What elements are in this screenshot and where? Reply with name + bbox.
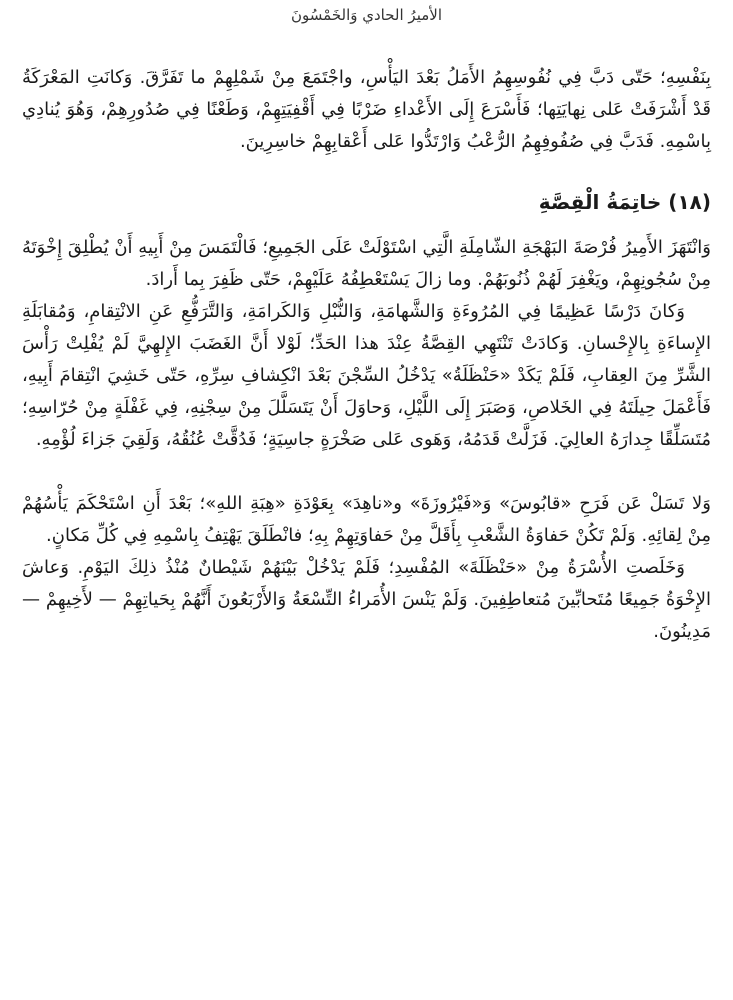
section-paragraph-1: وَانْتَهَزَ الأَمِيرُ فُرْصَةَ البَهْجَةِ الشّامِلَةِ الَّتِي اسْتَوْلَتْ عَلَى الجَمِيعِ؛ فَالْتَمَسَ مِنْ أَبِيهِ أَنْ يُطْلِقَ إِخْوَتَهُ مِنْ سُجُونِهِمْ، ويَغْفِرَ لَهُمْ ذُنُوبَهُمْ. وما زالَ يَسْتَعْطِفُهُ عَلَيْهِمْ، حَتّى ظَفِرَ بِما أَرادَ. [22, 237, 711, 290]
running-head: الأميرُ الحادي وَالخَمْسُونَ [291, 6, 442, 24]
paragraph-continuation: بِنَفْسِهِ؛ حَتّى دَبَّ فِي نُفُوسِهِمُ الأَمَلُ بَعْدَ اليَأْسِ، واجْتَمَعَ مِنْ شَمْلِهِمْ ما تَفَرَّقَ. وَكانَتِ المَعْرَكَةُ قَدْ أَشْرَفَتْ عَلى نِهايَتِها؛ فَأَسْرَعَ إِلَى الأَعْداءِ ضَرْبًا فِي أَقْفِيَتِهِمْ، وَطَعْنًا فِي صُدُورِهِمْ، وَهُوَ يُنادِي بِاسْمِهِ. فَدَبَّ فِي صُفُوفِهِمُ الرُّعْبُ وَارْتَدُّوا عَلى أَعْقابِهِمْ خاسِرِينَ. [22, 67, 711, 152]
paragraph-gap [22, 456, 711, 488]
page-body [22, 62, 711, 648]
section-paragraph-2: وَكانَ دَرْسًا عَظِيمًا فِي المُرُوءَةِ وَالشَّهامَةِ، وَالنُّبْلِ وَالكَرامَةِ، وَالتَّرَفُّعِ عَنِ الانْتِقامِ، وَمُقابَلَةِ الإِساءَةِ بِالإِحْسانِ. وَكادَتْ تَنْتَهِي القِصَّةُ عِنْدَ هذا الحَدِّ؛ لَوْلا أَنَّ الغَضَبَ الإِلهِيَّ لَمْ يُفْلِتْ رَأْسَ الشَّرِّ مِنَ العِقابِ، فَلَمْ يَكَدْ «حَنْظَلَةُ» يَدْخُلُ السِّجْنَ بَعْدَ انْكِشافِ سِرِّهِ، حَتّى خَشِيَ انْتِقامَ أَبِيهِ، فَأَعْمَلَ حِيلَتَهُ فِي الخَلاصِ، وَصَبَرَ إِلَى اللَّيْلِ، وَحاوَلَ أَنْ يَتَسَلَّلَ مِنْ سِجْنِهِ، فِي غَفْلَةٍ مِنْ حُرّاسِهِ؛ مُتَسَلِّقًا جِدارَهُ العالِيَ. فَزَلَّتْ قَدَمُهُ، وَهَوى عَلى صَخْرَةٍ جاسِيَةٍ؛ فَدُقَّتْ عُنُقُهُ، وَلَقِيَ جَزاءَ لُؤْمِهِ. [22, 301, 711, 450]
closing-paragraph-1: وَلا تَسَلْ عَن فَرَحِ «قابُوسَ» وَ«فَيْرُوزَةَ» و«ناهِدَ» بِعَوْدَةِ «هِبَةِ اللهِ»؛ بَعْدَ أَنِ اسْتَحْكَمَ يَأْسُهُمْ مِنْ لِقائِهِ. وَلَمْ تَكُنْ حَفاوَةُ الشَّعْبِ بِأَقَلَّ مِنْ حَفاوَتِهِمْ بِهِ؛ فانْطَلَقَ يَهْتِفُ بِاسْمِهِ فِي كُلِّ مَكانٍ. [22, 493, 711, 546]
closing-paragraph-2: وَخَلَصتِ الأُسْرَةُ مِنْ «حَنْظَلَةَ» المُفْسِدِ؛ فَلَمْ يَدْخُلْ بَيْنَهُمْ شَيْطانٌ مُنْذُ ذلِكَ اليَوْمِ. وَعاشَ الإِخْوَةُ جَمِيعًا مُتَحابِّينَ مُتعاطِفِينَ. وَلَمْ يَنْسَ الأُمَراءُ التِّسْعَةُ وَالأَرْبَعُونَ أَنَّهُمْ بِحَياتِهِمْ — لأَخِيهِمْ — مَدِينُونَ. [22, 557, 711, 642]
section-heading: (١٨) خاتِمَةُ الْقِصَّةِ [538, 190, 711, 214]
